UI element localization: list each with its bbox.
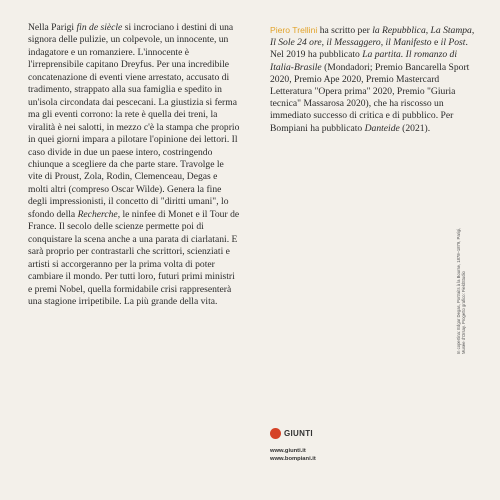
book-blurb (28, 22, 240, 308)
bio-segment-italic: Il Sole 24 ore (270, 37, 322, 49)
author-name: Piero Trellini (270, 25, 318, 35)
bio-segment-italic: La Stampa (430, 25, 472, 36)
giunti-logo (270, 428, 316, 439)
website-giunti[interactable]: www.giunti.it (270, 448, 306, 454)
blurb-segment-italic: fin de siècle (76, 22, 123, 33)
bio-segment-text: (2021). (399, 122, 431, 134)
bio-segment-italic: la Repubblica (372, 25, 426, 36)
bio-segment-text: , (321, 37, 327, 49)
bio-segment-italic: il Messaggero (326, 37, 381, 49)
bio-segment-text: (Mondadori; Premio Bancarella Sport 2020, Premio Ape 2020, Premio Mastercard Letteratura "Opera prima" 2020, Premio "Giuria tecnica" Massarosa 2020), che ha riscosso un immediato successo di critica e di pubblico. Per Bompiani ha pubblicato (270, 61, 470, 134)
author-bio-text (270, 25, 474, 134)
bio-segment-text: , (471, 25, 475, 36)
website-bompiani[interactable]: www.bompiani.it (270, 456, 316, 462)
bio-segment-text: e (431, 37, 441, 49)
blurb-segment-text: si incrociano i destini di una signora delle pulizie, un colpevole, un innocente, un indagatore e un romanziere. L'innocente è l'irreprensibile capitano Dreyfus. Per una incredibile concatenazione di eventi viene arrestato, accusato di tradimento, strappato alla sua famiglia e spedito in un'isola circondata dai pescecani. La giustizia si ferma ma gli eventi corrono: la rete è quella dei treni, la viralità è nei salotti, in mezzo c'è la stampa che proprio in quei giorni impara a pilotare l'opinione dei lettori. Il caso divide in due un paese intero, costringendo chiunque a scegliere da che parte stare. Travolge le vite di Proust, Zola, Rodin, Clemenceau, Degas e molti altri (compreso Oscar Wilde). Genera la fine degli impressionisti, il concetto di "diritti umani", lo sfondo della (28, 22, 240, 220)
giunti-logo-icon (270, 428, 281, 439)
blurb-segment-text: , le ninfee di Monet e il Tour de France. Il secolo delle scienze permette poi di conquistare la scena anche a una parata di ciarlatani. E sarà proprio per contrastarli che scrittori, scienziati e artisti si accorgeranno per la prima volta di poter cambiare il mondo. Per tutti loro, futuri primi ministri e premi Nobel, quella formidabile crisi rappresenterà una stagione irripetibile. La più grande della vita. (28, 208, 240, 307)
publisher-block (270, 428, 316, 463)
cover-credit: In copertina: Edgar Degas, Portraits à la Bourse, 1878–1879, Parigi, Musée d'Orsay. Progetto grafico: FieldStudio (456, 227, 466, 354)
bio-segment-italic: Danteide (364, 122, 400, 134)
logo-text: GIUNTI (284, 429, 313, 438)
author-bio (270, 24, 480, 135)
bio-segment-italic: il Manifesto (385, 37, 432, 49)
bio-segment-text: . Nel 2019 ha pubblicato (270, 37, 468, 61)
blurb-segment-text: Nella Parigi (28, 22, 77, 33)
blurb-segment-italic: Recherche (77, 208, 118, 220)
bio-segment-italic: La partita. Il romanzo di Italia-Brasile (270, 49, 457, 73)
bio-segment-text: , (380, 37, 386, 49)
bio-segment-text: ha scritto per (317, 25, 373, 36)
blurb-paragraph (28, 22, 240, 308)
bio-segment-italic: il Post (440, 37, 466, 49)
bio-segment-text: , (425, 25, 431, 36)
